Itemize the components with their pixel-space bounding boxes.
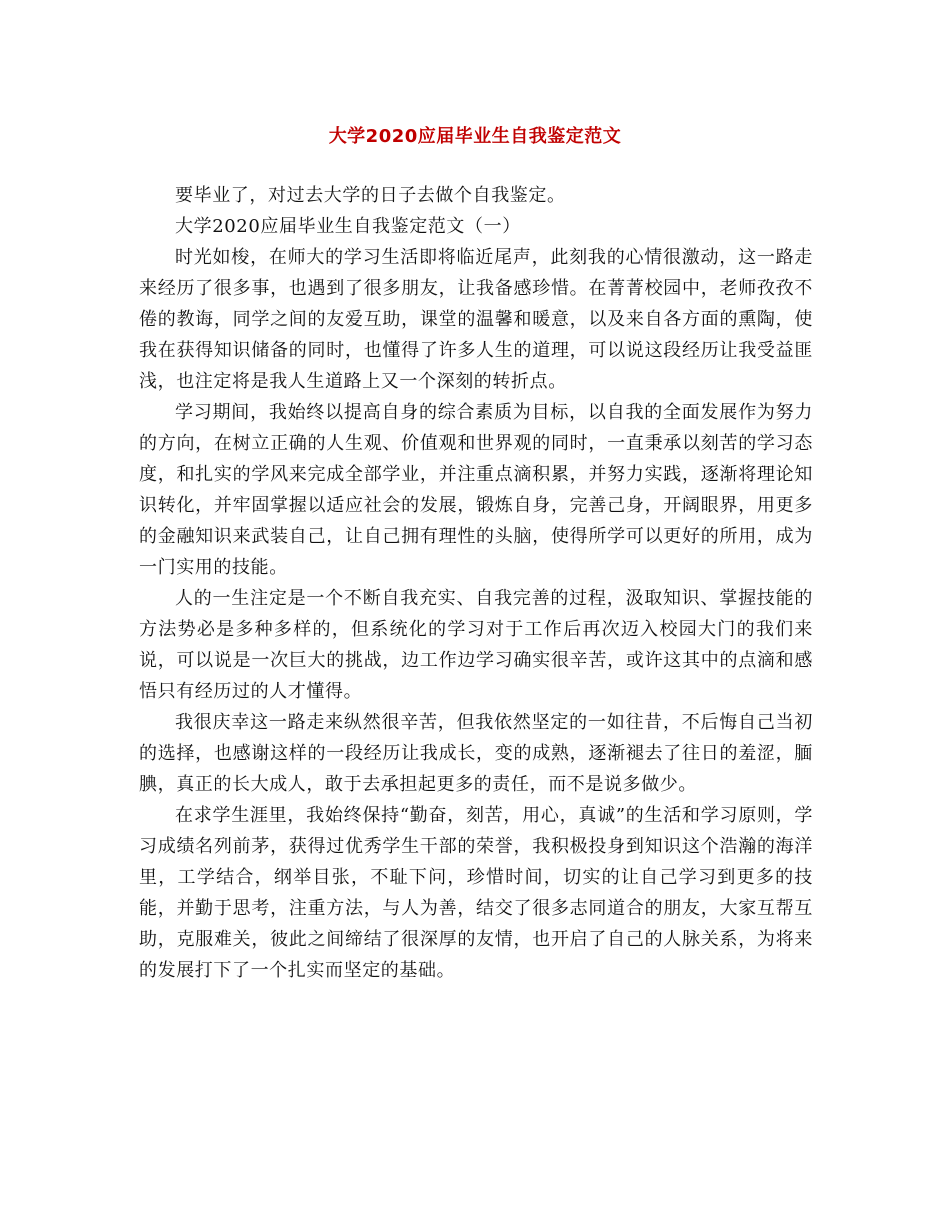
paragraph-intro: 要毕业了，对过去大学的日子去做个自我鉴定。 (175, 185, 566, 206)
document-title: 大学2020应届毕业生自我鉴定范文 (328, 126, 622, 147)
paragraph-1: 时光如梭，在师大的学习生活即将临近尾声，此刻我的心情很激动，这一路走来经历了很多事，也遇到了很多朋友，让我备感珍惜。在菁菁校园中，老师孜孜不倦的教诲，同学之间的友爱互助，课堂的温馨和暖意，以及来自各方面的熏陶，使我在获得知识储备的同时，也懂得了许多人生的道理，可以说这段经历让我受益匪浅，也注定将是我人生道路上又一个深刻的转折点。 (139, 247, 813, 392)
paragraph-5: 在求学生涯里，我始终保持“勤奋，刻苦，用心，真诚”的生活和学习原则，学习成绩名列前茅，获得过优秀学生干部的荣誉，我积极投身到知识这个浩瀚的海洋里，工学结合，纲举目张，不耻下问，珍惜时间，切实的让自己学习到更多的技能，并勤于思考，注重方法，与人为善，结交了很多志同道合的朋友，大家互帮互助，克服难关，彼此之间缔结了很深厚的友情，也开启了自己的人脉关系，为将来的发展打下了一个扎实而坚定的基础。 (139, 805, 813, 981)
paragraph-3: 人的一生注定是一个不断自我充实、自我完善的过程，汲取知识、掌握技能的方法势必是多种多样的，但系统化的学习对于工作后再次迈入校园大门的我们来说，可以说是一次巨大的挑战，边工作边学习确实很辛苦，或许这其中的点滴和感悟只有经历过的人才懂得。 (139, 588, 813, 702)
paragraph-2: 学习期间，我始终以提高自身的综合素质为目标，以自我的全面发展作为努力的方向，在树立正确的人生观、价值观和世界观的同时，一直秉承以刻苦的学习态度，和扎实的学风来完成全部学业，并注重点滴积累，并努力实践，逐渐将理论知识转化，并牢固掌握以适应社会的发展，锻炼自身，完善己身，开阔眼界，用更多的金融知识来武装自己，让自己拥有理性的头脑，使得所学可以更好的所用，成为一门实用的技能。 (139, 402, 813, 578)
paragraph-4: 我很庆幸这一路走来纵然很辛苦，但我依然坚定的一如往昔，不后悔自己当初的选择，也感谢这样的一段经历让我成长，变的成熟，逐渐褪去了往日的羞涩，腼腆，真正的长大成人，敢于去承担起更多的责任，而不是说多做少。 (139, 712, 813, 795)
document-body (139, 180, 813, 986)
paragraph-subtitle: 大学2020应届毕业生自我鉴定范文（一） (175, 216, 521, 237)
